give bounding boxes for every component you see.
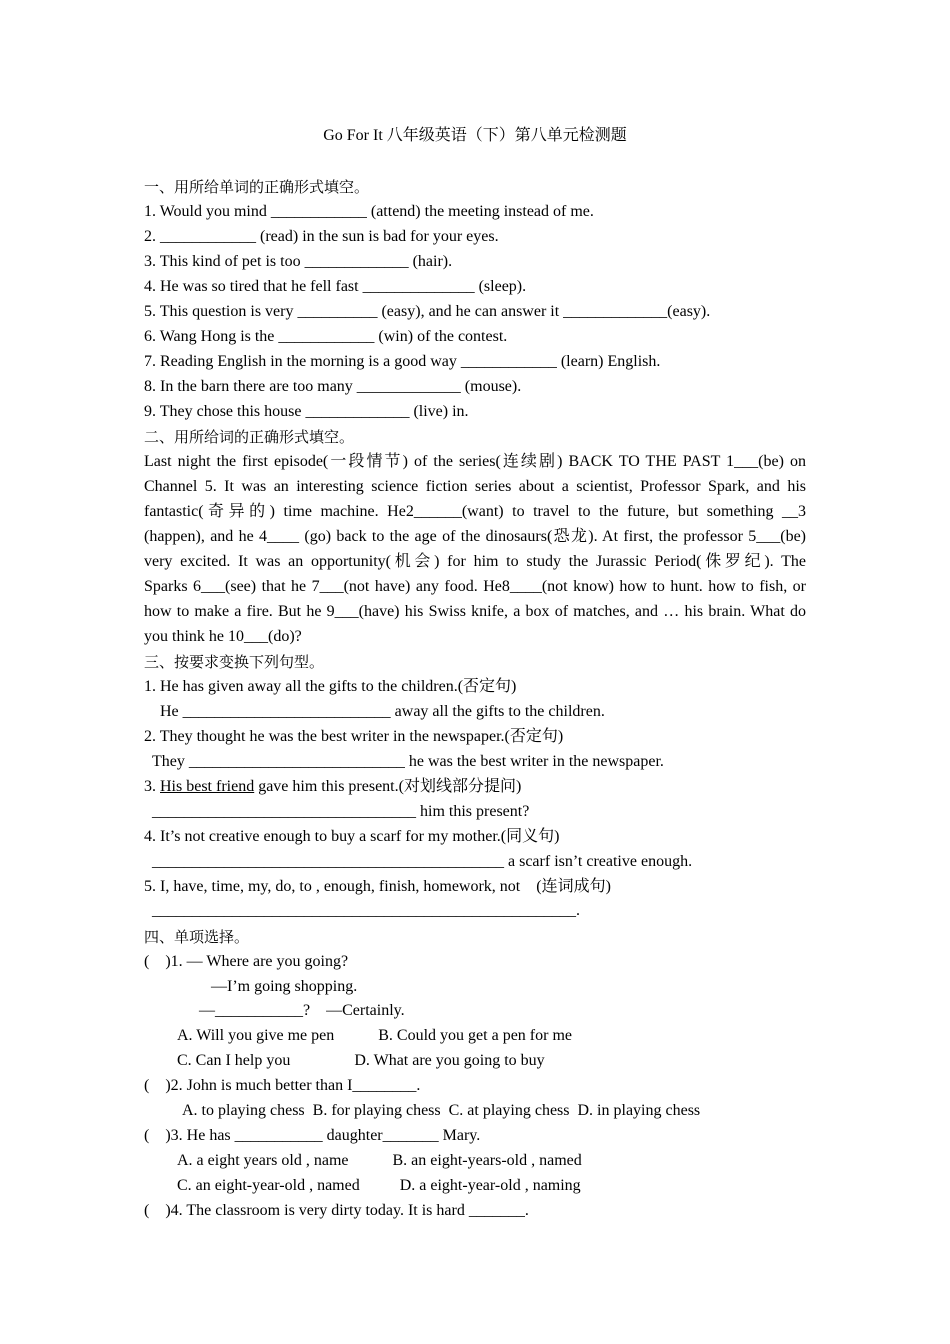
section2-heading: 二、用所给词的正确形式填空。 xyxy=(144,428,355,446)
s4-q3-options-cd: C. an eight-year-old , named D. a eight-year-old , naming xyxy=(177,1177,581,1194)
s1-item-9: 9. They chose this house _____________ (live) in. xyxy=(144,403,469,420)
s1-item-6: 6. Wang Hong is the ____________ (win) of the contest. xyxy=(144,328,508,345)
s2-passage-line-3: fantastic(奇异的) time machine. He2______(want) to travel to the future, but something __3 xyxy=(144,503,806,520)
s3-q1-answer-line: He __________________________ away all the gifts to the children. xyxy=(160,703,605,720)
s4-q2-options: A. to playing chess B. for playing chess C. at playing chess D. in playing chess xyxy=(182,1102,701,1119)
s1-item-8: 8. In the barn there are too many _____________ (mouse). xyxy=(144,378,522,395)
s2-passage-line-7: how to make a fire. But he 9___(have) his Swiss knife, a box of matches, and … his brain. What do xyxy=(144,603,806,620)
s4-q2: ( )2. John is much better than I________. xyxy=(144,1077,421,1094)
s4-q1-line-3: —___________? —Certainly. xyxy=(199,1002,405,1019)
s3-q1: 1. He has given away all the gifts to the children.(否定句) xyxy=(144,678,517,695)
s2-passage-line-2: Channel 5. It was an interesting science fiction series about a scientist, Professor Spark, and his xyxy=(144,478,806,495)
s4-q3: ( )3. He has ___________ daughter_______ Mary. xyxy=(144,1127,481,1144)
s1-item-4: 4. He was so tired that he fell fast ______________ (sleep). xyxy=(144,278,527,295)
s4-q4: ( )4. The classroom is very dirty today. It is hard _______. xyxy=(144,1202,529,1219)
s4-q1-options-ab: A. Will you give me pen B. Could you get a pen for me xyxy=(177,1027,572,1044)
s3-q2-answer-line: They ___________________________ he was the best writer in the newspaper. xyxy=(152,753,664,770)
s1-item-2: 2. ____________ (read) in the sun is bad for your eyes. xyxy=(144,228,499,245)
s2-passage-line-4: (happen), and he 4____ (go) back to the age of the dinosaurs(恐龙). At first, the professor 5___(be) xyxy=(144,528,806,545)
s3-q3: 3. His best friend gave him this present.(对划线部分提问) xyxy=(144,778,522,795)
s4-q3-options-ab: A. a eight years old , name B. an eight-years-old , named xyxy=(177,1152,582,1169)
s1-item-1: 1. Would you mind ____________ (attend) the meeting instead of me. xyxy=(144,203,594,220)
s3-q4: 4. It’s not creative enough to buy a scarf for my mother.(同义句) xyxy=(144,828,560,845)
s2-passage-line-5: very excited. It was an opportunity(机会) for him to study the Jurassic Period(侏罗纪). The xyxy=(144,553,806,570)
s3-q2: 2. They thought he was the best writer in the newspaper.(否定句) xyxy=(144,728,564,745)
s2-passage-line-6: Sparks 6___(see) that he 7___(not have) any food. He8____(not know) how to hunt. how to fish, or xyxy=(144,578,806,595)
section4-heading: 四、单项选择。 xyxy=(144,928,250,946)
s1-item-3: 3. This kind of pet is too _____________ (hair). xyxy=(144,253,453,270)
s2-passage-line-1: Last night the first episode(一段情节) of the series(连续剧) BACK TO THE PAST 1___(be) on xyxy=(144,453,806,470)
s3-q5-answer-line: _____________________________________________________. xyxy=(152,902,580,919)
s3-q4-answer-line: ____________________________________________ a scarf isn’t creative enough. xyxy=(152,853,693,870)
section1-heading: 一、用所给单词的正确形式填空。 xyxy=(144,178,370,196)
s4-q1-line-2: —I’m going shopping. xyxy=(211,978,358,995)
s1-item-5: 5. This question is very __________ (easy), and he can answer it _____________(easy). xyxy=(144,303,711,320)
s1-item-7: 7. Reading English in the morning is a good way ____________ (learn) English. xyxy=(144,353,661,370)
s4-q1-options-cd: C. Can I help you D. What are you going to buy xyxy=(177,1052,545,1069)
section3-heading: 三、按要求变换下列句型。 xyxy=(144,653,325,671)
s3-q3-answer-line: _________________________________ him this present? xyxy=(152,803,530,820)
s4-q1: ( )1. — Where are you going? xyxy=(144,953,349,970)
s2-passage-line-8: you think he 10___(do)? xyxy=(144,628,302,645)
document-title: Go For It 八年级英语（下）第八单元检测题 xyxy=(323,127,627,144)
s3-q5: 5. I, have, time, my, do, to , enough, finish, homework, not (连词成句) xyxy=(144,878,611,895)
